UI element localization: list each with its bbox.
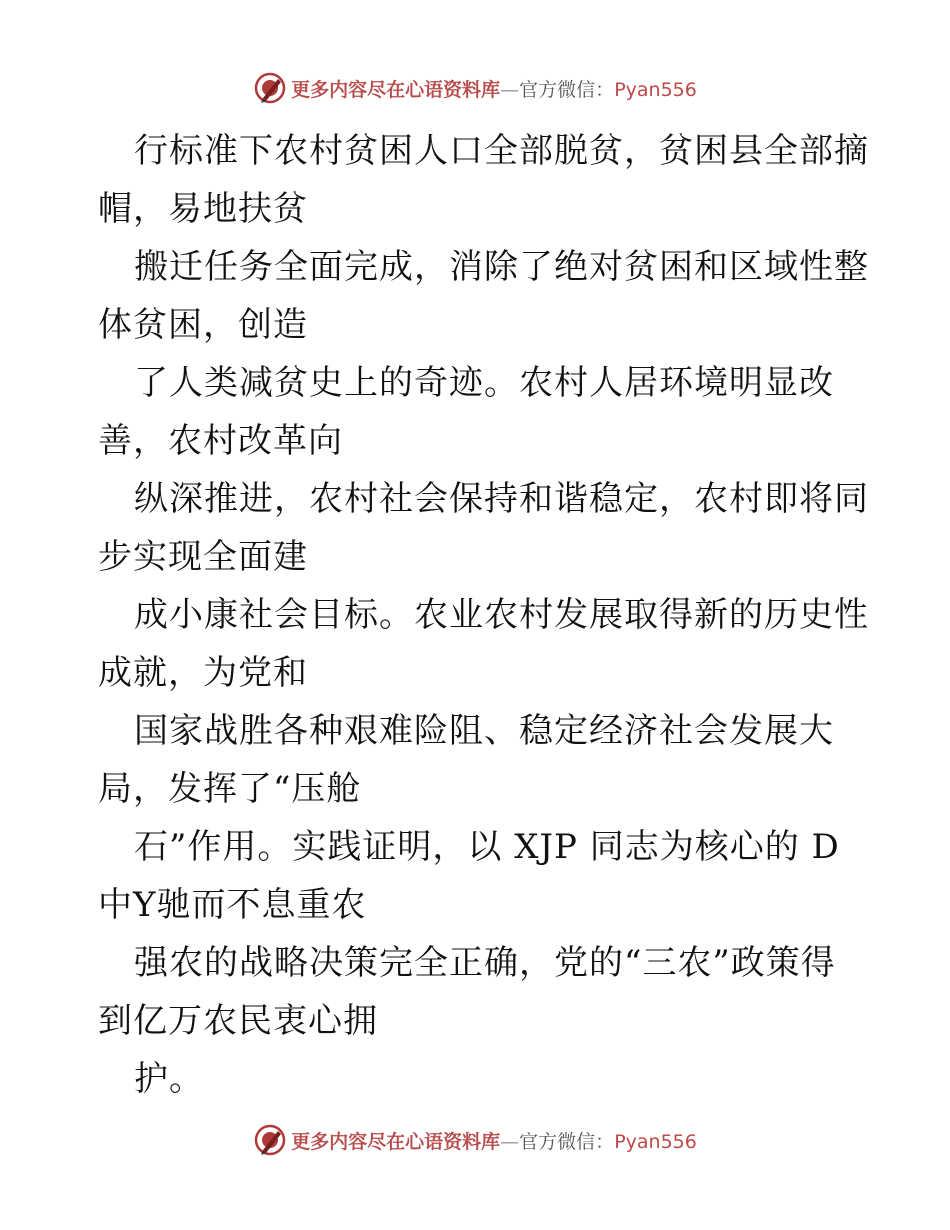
- pen-logo-icon: [253, 71, 287, 105]
- watermark-contact-id: Pyan556: [614, 78, 697, 101]
- text-line: 石”作用。实践证明，以 XJP 同志为核心的 D: [134, 827, 840, 867]
- text-line: 纵深推进，农村社会保持和谐稳定，农村即将同: [134, 479, 869, 519]
- footer-watermark: [0, 1120, 950, 1160]
- text-line: 强农的战略决策完全正确，党的“三农”政策得: [134, 943, 836, 983]
- watermark-text: [291, 75, 697, 102]
- text-line: 体贫困，创造: [98, 305, 308, 345]
- watermark-brand: 更多内容尽在心语资料库: [291, 78, 501, 101]
- watermark-separator: —: [500, 1130, 520, 1153]
- watermark-contact-label: 官方微信：: [519, 1130, 615, 1153]
- text-line: 国家战胜各种艰难险阻、稳定经济社会发展大: [134, 711, 834, 751]
- watermark-contact-id: Pyan556: [614, 1130, 697, 1153]
- text-line: 到亿万农民衷心拥: [98, 1001, 378, 1041]
- watermark-separator: —: [500, 78, 520, 101]
- text-line: 搬迁任务全面完成，消除了绝对贫困和区域性整: [134, 247, 869, 287]
- text-line: 成小康社会目标。农业农村发展取得新的历史性: [134, 595, 869, 635]
- text-line: 步实现全面建: [98, 537, 308, 577]
- watermark-text: [291, 1127, 697, 1154]
- header-watermark: [0, 68, 950, 108]
- text-line: 中Y驰而不息重农: [98, 885, 367, 925]
- text-line: 成就，为党和: [98, 653, 308, 693]
- text-line: 局，发挥了“压舱: [98, 769, 362, 809]
- text-line: 善，农村改革向: [98, 421, 343, 461]
- text-line: 了人类减贫史上的奇迹。农村人居环境明显改: [134, 363, 834, 403]
- pen-logo-icon: [253, 1123, 287, 1157]
- text-line: 护。: [134, 1059, 204, 1099]
- watermark-contact-label: 官方微信：: [519, 78, 615, 101]
- text-line: 帽，易地扶贫: [98, 189, 308, 229]
- text-line: 行标准下农村贫困人口全部脱贫，贫困县全部摘: [134, 131, 869, 171]
- document-body: [98, 122, 868, 1108]
- watermark-brand: 更多内容尽在心语资料库: [291, 1130, 501, 1153]
